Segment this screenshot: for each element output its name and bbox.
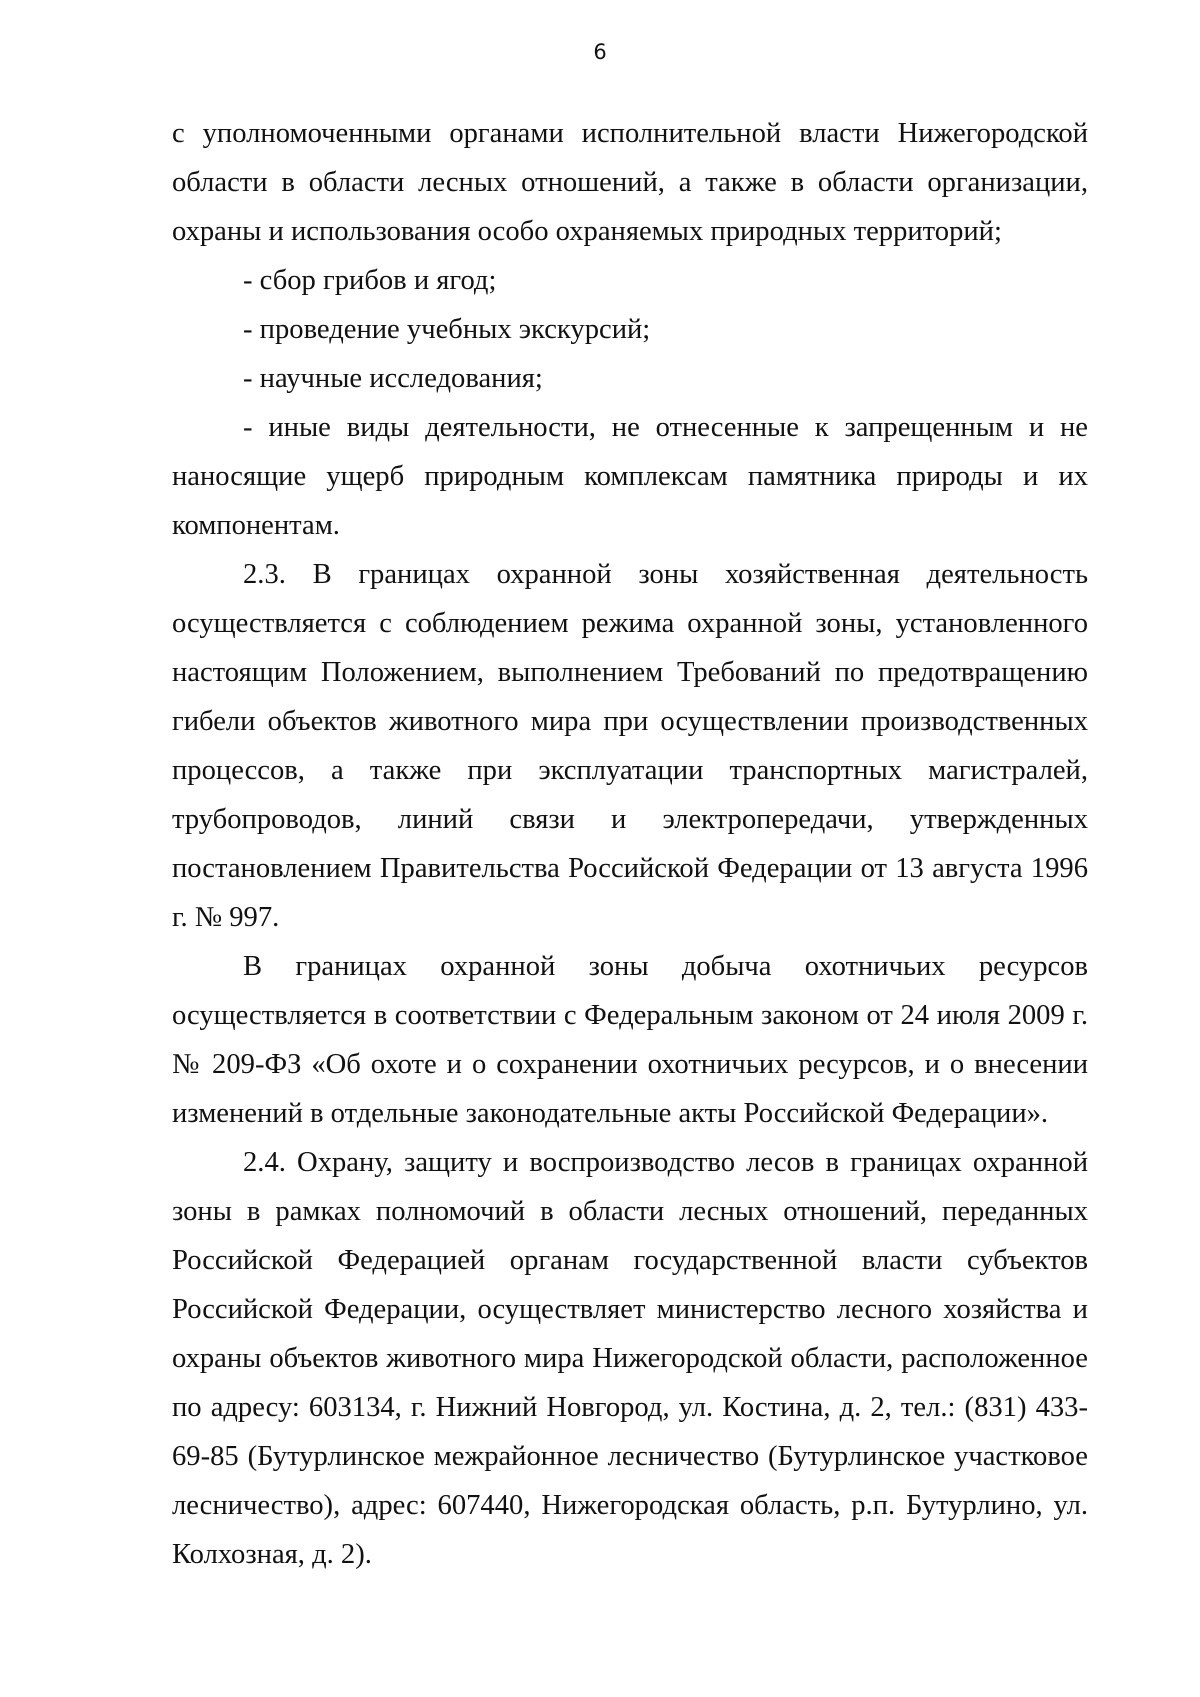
page-number: 6 <box>593 40 607 64</box>
list-item-excursions: - проведение учебных экскурсий; <box>243 314 651 345</box>
section-2-3-paragraph: 2.3. В границах охранной зоны хозяйственная деятельность осуществляется с соблюдением режима охранной зоны, установленного настоящим Положением, выполнением Требований по предотвращению гибели объектов животного мира при осуществлении производственных процессов, а также при эксплуатации транспортных магистралей, трубопроводов, линий связи и электропередачи, утвержденных постановлением Правительства Российской Федерации от 13 августа 1996 г. № 997. <box>172 559 1088 933</box>
document-body <box>172 109 1088 1579</box>
list-item-research: - научные исследования; <box>243 363 543 394</box>
hunting-paragraph: В границах охранной зоны добыча охотничьих ресурсов осуществляется в соответствии с Федеральным законом от 24 июля 2009 г. № 209-ФЗ «Об охоте и о сохранении охотничьих ресурсов, и о внесении изменений в отдельные законодательные акты Российской Федерации». <box>172 951 1088 1129</box>
section-2-4-paragraph: 2.4. Охрану, защиту и воспроизводство лесов в границах охранной зоны в рамках полномочий в области лесных отношений, переданных Российской Федерацией органам государственной власти субъектов Российской Федерации, осуществляет министерство лесного хозяйства и охраны объектов животного мира Нижегородской области, расположенное по адресу: 603134, г. Нижний Новгород, ул. Костина, д. 2, тел.: (831) 433-69-85 (Бутурлинское межрайонное лесничество (Бутурлинское участковое лесничество), адрес: 607440, Нижегородская область, р.п. Бутурлино, ул. Колхозная, д. 2). <box>172 1147 1088 1570</box>
list-item-mushrooms: - сбор грибов и ягод; <box>243 265 497 296</box>
continuation-paragraph: с уполномоченными органами исполнительной власти Нижегородской области в области лесных отношений, а также в области организации, охраны и использования особо охраняемых природных территорий; <box>172 118 1088 247</box>
list-item-other-activities: - иные виды деятельности, не отнесенные к запрещенным и не наносящие ущерб природным комплексам памятника природы и их компонентам. <box>172 412 1088 541</box>
